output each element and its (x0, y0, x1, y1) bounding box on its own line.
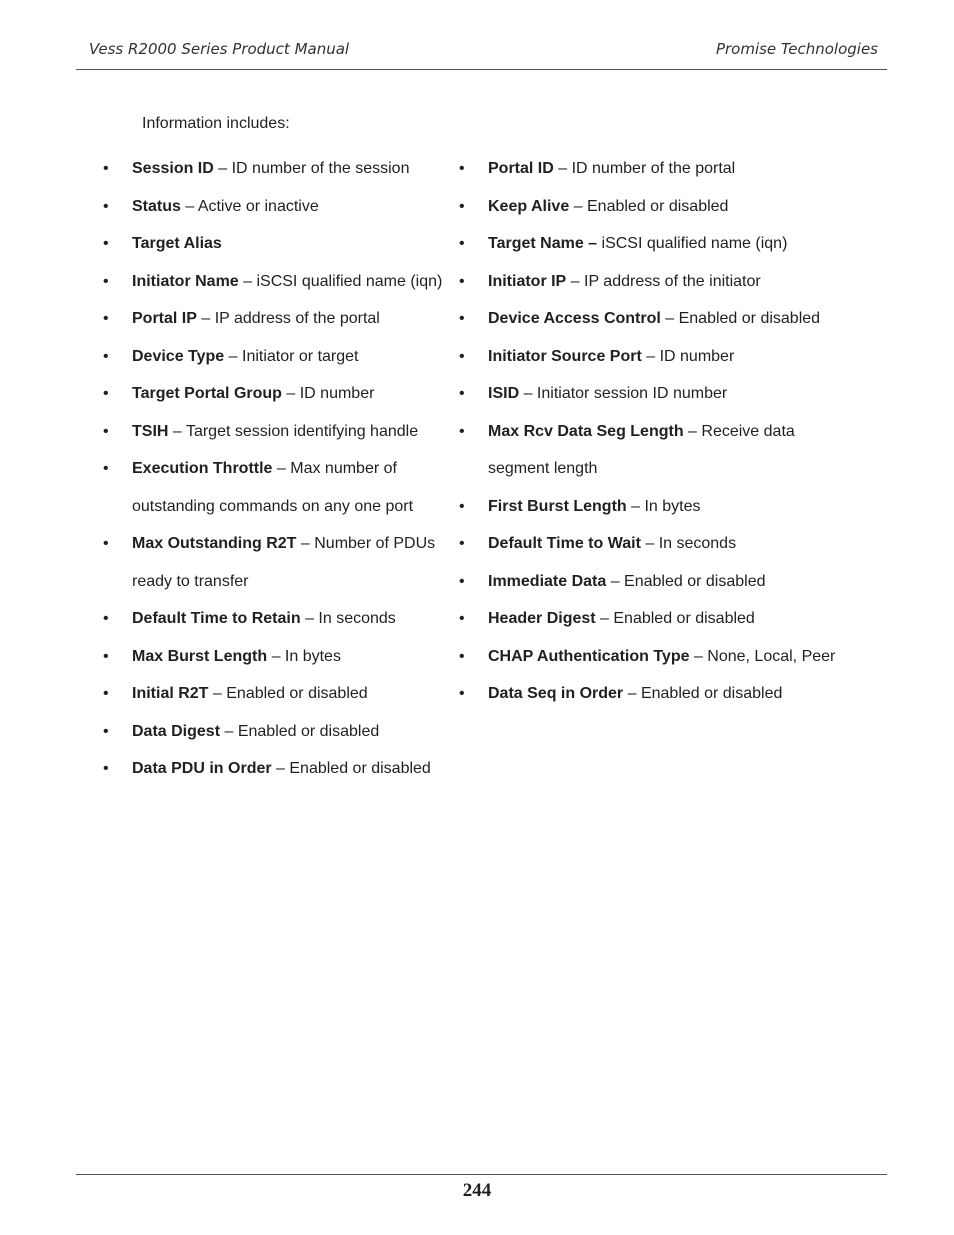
item-term: Portal ID (488, 160, 554, 177)
list-item (103, 675, 443, 713)
list-item (103, 263, 443, 301)
header-manual-title: Vess R2000 Series Product Manual (89, 40, 350, 58)
bullet-icon: • (103, 197, 109, 215)
item-term: Initiator Source Port (488, 347, 642, 365)
item-term: Portal IP (132, 310, 197, 327)
item-description: – Max number of outstanding commands on any one port (132, 460, 414, 515)
list-item (459, 300, 839, 338)
list-item (459, 638, 839, 676)
item-term: Default Time to Wait (488, 535, 641, 552)
item-term: Max Outstanding R2T (132, 535, 297, 552)
list-item (459, 150, 839, 188)
list-item (459, 263, 839, 301)
list-item (103, 188, 443, 226)
bullet-icon: • (103, 235, 109, 252)
item-term: Max Burst Length (132, 647, 268, 665)
list-item (103, 375, 443, 413)
list-item (103, 338, 443, 376)
item-term: Data PDU in Order (132, 760, 272, 777)
bullet-icon: • (459, 610, 465, 627)
item-term: Device Type (132, 347, 225, 365)
list-item (459, 375, 839, 413)
header-divider (76, 69, 887, 70)
item-term: Status (132, 197, 181, 215)
item-description: – In seconds (640, 535, 737, 552)
item-term: First Burst Length (488, 497, 627, 515)
bullet-icon: • (459, 685, 465, 702)
list-item (103, 450, 443, 525)
item-description: – Enabled or disabled (606, 572, 766, 590)
bullet-icon: • (103, 760, 109, 777)
list-item (459, 488, 839, 526)
list-item (103, 225, 443, 263)
item-description: – Enabled or disabled (660, 310, 821, 327)
list-item (103, 600, 443, 638)
bullet-icon: • (459, 385, 465, 402)
list-item (103, 300, 443, 338)
item-description: – Enabled or disabled (220, 722, 380, 740)
bullet-icon: • (103, 310, 109, 327)
item-term: Default Time to Retain (132, 610, 301, 627)
item-term: Execution Throttle (132, 460, 273, 477)
item-description: iSCSI qualified name (iqn) (597, 235, 788, 252)
item-term: Initial R2T (132, 685, 209, 702)
item-term: Immediate Data (488, 572, 607, 590)
header-company: Promise Technologies (715, 40, 878, 58)
list-item (459, 188, 839, 226)
list-item (103, 525, 443, 600)
bullet-icon: • (103, 610, 109, 627)
list-item (103, 413, 443, 451)
item-description: – iSCSI qualified name (iqn) (238, 272, 443, 290)
item-description: – Enabled or disabled (271, 760, 431, 777)
bullet-icon: • (459, 535, 465, 552)
item-description: – ID number (641, 347, 735, 365)
item-term: TSIH (132, 422, 169, 440)
item-term: Max Rcv Data Seg Length (488, 422, 684, 440)
item-description: – Number of PDUs ready to transfer (132, 535, 436, 590)
item-term: Session ID (132, 160, 214, 177)
bullet-icon: • (459, 310, 465, 327)
item-term: Keep Alive (488, 197, 570, 215)
item-term: Device Access Control (488, 310, 661, 327)
list-item (459, 563, 839, 601)
item-description: – ID number (281, 385, 375, 402)
bullet-icon: • (103, 535, 109, 552)
bullet-icon: • (459, 235, 465, 252)
bullet-icon: • (103, 272, 109, 290)
item-term: Initiator IP (488, 272, 567, 290)
item-term: Target Portal Group (132, 385, 282, 402)
item-description: – Active or inactive (180, 197, 319, 215)
item-term: Header Digest (488, 610, 596, 627)
list-item (459, 600, 839, 638)
bullet-icon: • (103, 722, 109, 740)
bullet-icon: • (103, 460, 109, 477)
bullet-icon: • (103, 685, 109, 702)
item-term: Data Digest (132, 722, 221, 740)
item-term: Initiator Name (132, 272, 239, 290)
item-description: – In seconds (300, 610, 396, 627)
list-item (459, 675, 839, 713)
bullet-icon: • (459, 422, 465, 440)
item-description: – Initiator or target (224, 347, 359, 365)
item-description: – Initiator session ID number (519, 385, 728, 402)
item-description: – ID number of the portal (553, 160, 736, 177)
item-description: – Receive data segment length (488, 422, 795, 477)
item-term: CHAP Authentication Type (488, 647, 690, 665)
bullet-icon: • (459, 647, 465, 665)
bullet-icon: • (103, 385, 109, 402)
bullet-icon: • (103, 422, 109, 440)
bullet-icon: • (103, 347, 109, 365)
page-number: 244 (462, 1180, 492, 1201)
item-description: – In bytes (267, 647, 341, 665)
left-column-list (103, 150, 443, 788)
item-description: – IP address of the initiator (566, 272, 761, 290)
list-item (103, 150, 443, 188)
list-item (103, 713, 443, 751)
bullet-icon: • (103, 160, 109, 177)
item-description: – In bytes (626, 497, 701, 515)
list-item (459, 413, 839, 488)
list-item (459, 525, 839, 563)
bullet-icon: • (459, 272, 465, 290)
item-description: – Enabled or disabled (569, 197, 729, 215)
item-description: – Enabled or disabled (208, 685, 368, 702)
item-term: Target Name – (488, 235, 598, 252)
item-description: – Target session identifying handle (168, 422, 419, 440)
right-column-list (459, 150, 839, 713)
item-term: ISID (488, 385, 520, 402)
item-description: – IP address of the portal (196, 310, 380, 327)
list-item (103, 638, 443, 676)
bullet-icon: • (459, 197, 465, 215)
footer-divider (76, 1174, 887, 1175)
list-item (459, 225, 839, 263)
bullet-icon: • (459, 160, 465, 177)
bullet-icon: • (459, 347, 465, 365)
item-description: – None, Local, Peer (689, 647, 836, 665)
bullet-icon: • (459, 572, 465, 590)
item-term: Target Alias (132, 235, 222, 252)
bullet-icon: • (103, 647, 109, 665)
list-item (459, 338, 839, 376)
intro-text: Information includes: (142, 115, 290, 132)
item-description: – ID number of the session (213, 160, 410, 177)
bullet-icon: • (459, 497, 465, 515)
item-term: Data Seq in Order (488, 685, 624, 702)
item-description: – Enabled or disabled (623, 685, 783, 702)
list-item (103, 750, 443, 788)
item-description: – Enabled or disabled (595, 610, 755, 627)
